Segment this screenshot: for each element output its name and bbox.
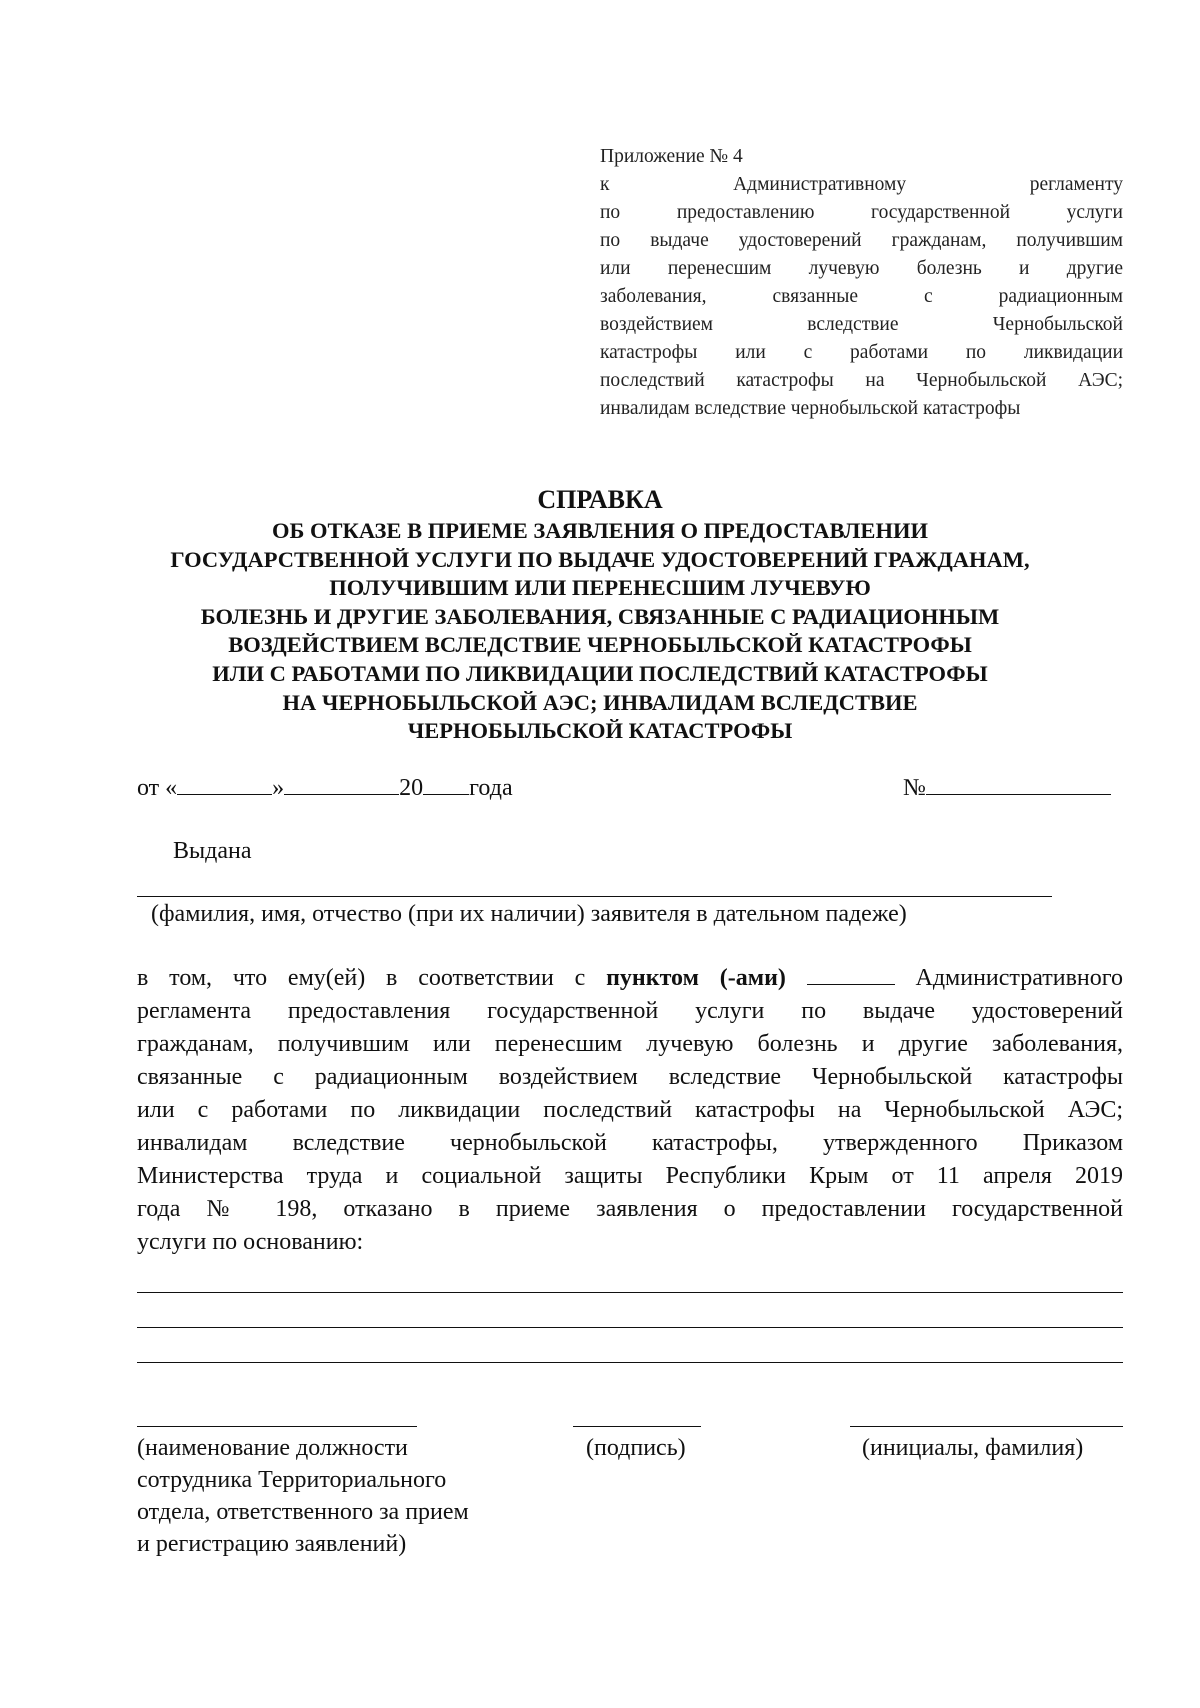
title-line: БОЛЕЗНЬ И ДРУГИЕ ЗАБОЛЕВАНИЯ, СВЯЗАННЫЕ С РАДИАЦИОННЫМ xyxy=(200,603,1000,629)
month-blank[interactable] xyxy=(284,772,399,795)
body-line1-end: Административного xyxy=(915,965,1123,991)
title-line: ПОЛУЧИВШИМ ИЛИ ПЕРЕНЕСШИМ ЛУЧЕВУЮ xyxy=(329,575,871,601)
body-line: регламента предоставления государственной услуги по выдаче удостоверений xyxy=(137,998,1123,1024)
body-line1-bold: пунктом (-ами) xyxy=(606,965,786,991)
appendix-line: или перенесшим лучевую болезнь и другие xyxy=(600,258,1123,279)
name-signature-line[interactable] xyxy=(850,1426,1123,1427)
signature-caption: (подпись) xyxy=(586,1435,686,1461)
appendix-line: инвалидам вследствие чернобыльской катастрофы xyxy=(600,398,1021,419)
title-line: ЧЕРНОБЫЛЬСКОЙ КАТАСТРОФЫ xyxy=(407,718,793,744)
body-line-1 xyxy=(137,962,1123,995)
doc-number xyxy=(903,772,1111,803)
body-line: инвалидам вследствие чернобыльской катастрофы, утвержденного Приказом xyxy=(137,1130,1123,1156)
number-label: № xyxy=(903,775,926,801)
appendix-line: по предоставлению государственной услуги xyxy=(600,202,1123,223)
signature-line[interactable] xyxy=(573,1426,701,1427)
year-blank[interactable] xyxy=(423,772,469,795)
appendix-line: заболевания, связанные с радиационным xyxy=(600,286,1123,307)
day-blank[interactable] xyxy=(177,772,272,795)
applicant-caption: (фамилия, имя, отчество (при их наличии) заявителя в дательном падеже) xyxy=(151,901,907,927)
appendix-reference xyxy=(600,143,1123,423)
title-line: ИЛИ С РАБОТАМИ ПО ЛИКВИДАЦИИ ПОСЛЕДСТВИЙ КАТАСТРОФЫ xyxy=(212,660,988,686)
date-quote-close: » xyxy=(272,775,285,801)
body-line: услуги по основанию: xyxy=(137,1229,364,1255)
year-suffix: года xyxy=(469,775,513,801)
date-from-label: от « xyxy=(137,775,178,801)
appendix-line: катастрофы или с работами по ликвидации xyxy=(600,342,1123,363)
body-line: года № 198, отказано в приеме заявления о предоставлении государственной xyxy=(137,1196,1123,1222)
body-paragraph xyxy=(137,962,1123,1259)
position-caption-line: (наименование должности xyxy=(137,1435,408,1461)
body-line: Министерства труда и социальной защиты Республики Крым от 11 апреля 2019 xyxy=(137,1163,1123,1189)
reason-line[interactable] xyxy=(137,1327,1123,1328)
appendix-line: по выдаче удостоверений гражданам, получившим xyxy=(600,230,1123,251)
position-caption xyxy=(137,1432,469,1560)
year-prefix: 20 xyxy=(399,775,424,801)
date-line xyxy=(137,772,513,803)
reason-line[interactable] xyxy=(137,1292,1123,1293)
title-heading: СПРАВКА xyxy=(537,485,663,514)
reason-line[interactable] xyxy=(137,1362,1123,1363)
position-caption-line: отдела, ответственного за прием xyxy=(137,1499,469,1525)
document-title xyxy=(100,483,1100,746)
appendix-line: воздействием вследствие Чернобыльской xyxy=(600,314,1123,335)
title-line: ВОЗДЕЙСТВИЕМ ВСЛЕДСТВИЕ ЧЕРНОБЫЛЬСКОЙ КАТАСТРОФЫ xyxy=(228,632,972,658)
applicant-name-line[interactable] xyxy=(137,896,1052,897)
position-caption-line: сотрудника Территориального xyxy=(137,1467,447,1493)
title-line: ОБ ОТКАЗЕ В ПРИЕМЕ ЗАЯВЛЕНИЯ О ПРЕДОСТАВЛЕНИИ xyxy=(272,518,928,543)
title-line: ГОСУДАРСТВЕННОЙ УСЛУГИ ПО ВЫДАЧЕ УДОСТОВЕРЕНИЙ ГРАЖДАНАМ, xyxy=(170,546,1030,572)
body-line: гражданам, получившим или перенесшим лучевую болезнь и другие заболевания, xyxy=(137,1031,1123,1057)
issued-label: Выдана xyxy=(173,838,252,864)
position-caption-line: и регистрацию заявлений) xyxy=(137,1531,407,1557)
name-caption: (инициалы, фамилия) xyxy=(862,1435,1084,1461)
appendix-line: последствий катастрофы на Чернобыльской АЭС; xyxy=(600,370,1123,391)
position-signature-line[interactable] xyxy=(137,1426,417,1427)
appendix-line: к Административному регламенту xyxy=(600,174,1123,195)
body-line: связанные с радиационным воздействием вследствие Чернобыльской катастрофы xyxy=(137,1064,1123,1090)
body-line1-start: в том, что ему(ей) в соответствии с xyxy=(137,965,607,991)
appendix-line: Приложение № 4 xyxy=(600,146,743,167)
clause-blank[interactable] xyxy=(807,962,895,985)
number-blank[interactable] xyxy=(926,772,1111,795)
body-line: или с работами по ликвидации последствий катастрофы на Чернобыльской АЭС; xyxy=(137,1097,1123,1123)
title-line: НА ЧЕРНОБЫЛЬСКОЙ АЭС; ИНВАЛИДАМ ВСЛЕДСТВИЕ xyxy=(282,689,918,715)
